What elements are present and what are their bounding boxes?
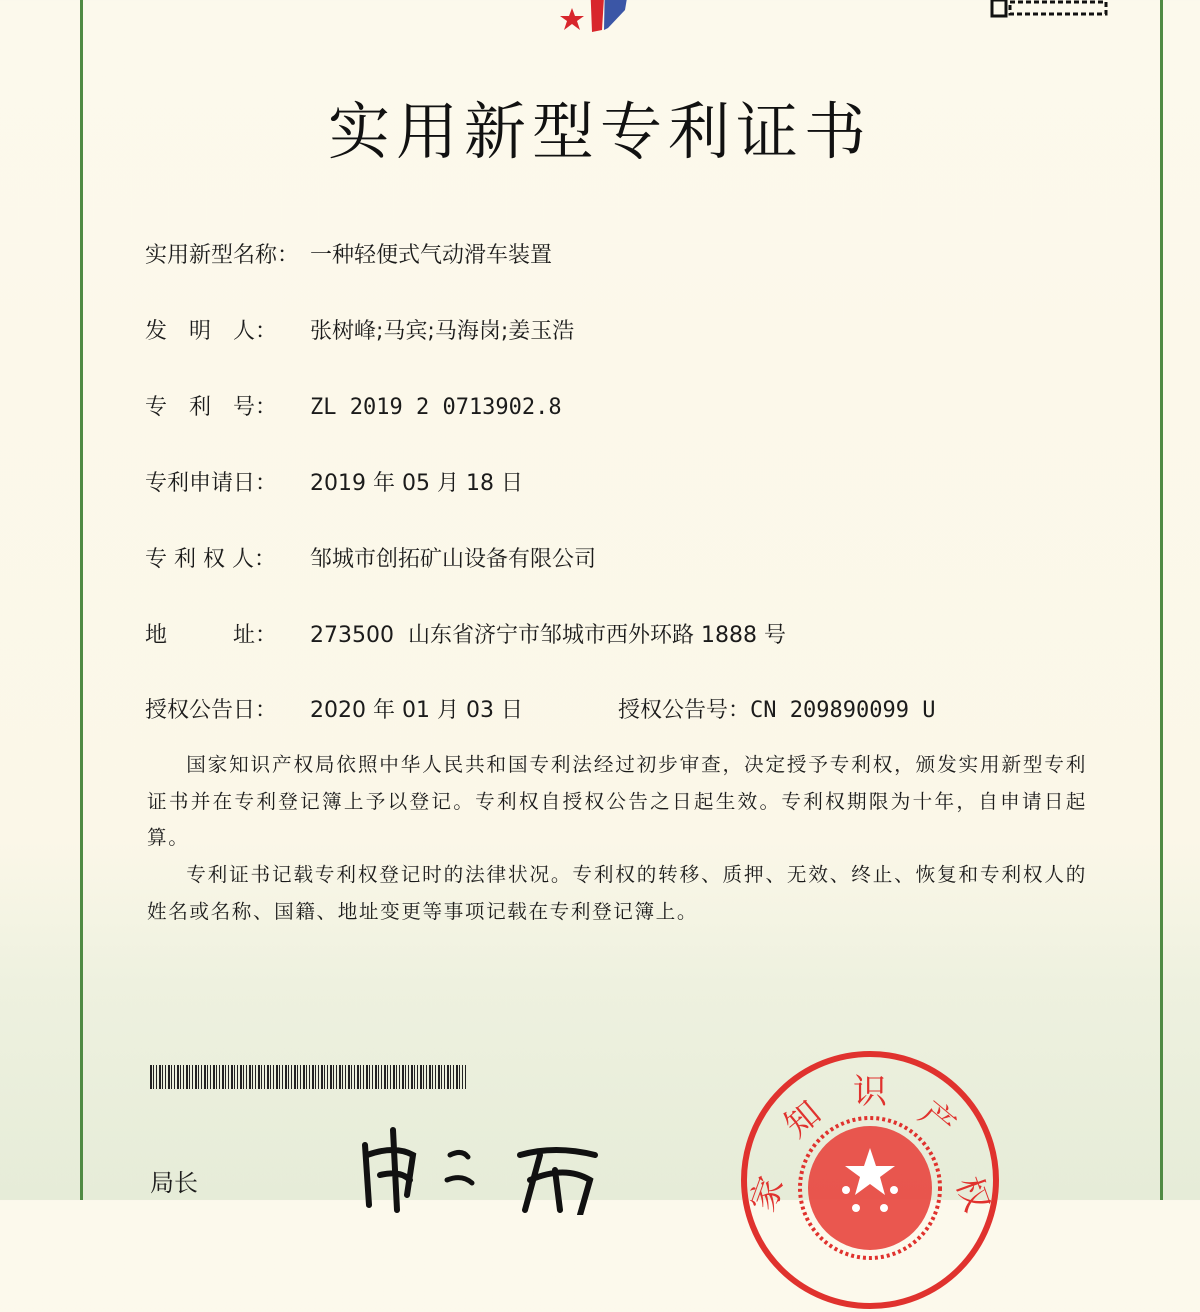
paragraph-grant-statement: 国家知识产权局依照中华人民共和国专利法经过初步审查，决定授予专利权，颁发实用新型专利证书并在专利登记簿上予以登记。专利权自授权公告之日起生效。专利权期限为十年，自申请日起算。 bbox=[147, 753, 1087, 849]
paragraph-legal-status: 专利证书记载专利权登记时的法律状况。专利权的转移、质押、无效、终止、恢复和专利权人的姓名或名称、国籍、地址变更等事项记载在专利登记簿上。 bbox=[147, 863, 1087, 923]
barcode bbox=[150, 1065, 466, 1089]
svg-text:权: 权 bbox=[947, 1171, 997, 1218]
field-patentee bbox=[145, 542, 596, 573]
certificate-title: 实用新型专利证书 bbox=[327, 95, 872, 168]
emblem-logo-icon bbox=[560, 0, 650, 35]
svg-text:家: 家 bbox=[743, 1171, 793, 1218]
field-value: CN 209890099 U bbox=[750, 698, 936, 723]
field-label: 授权公告日： bbox=[145, 698, 278, 723]
svg-text:识: 识 bbox=[853, 1072, 887, 1112]
field-application-date bbox=[145, 466, 523, 497]
field-label: 实用新型名称： bbox=[145, 243, 300, 268]
svg-text:产: 产 bbox=[911, 1093, 963, 1146]
signatory-title: 局长 bbox=[150, 1169, 198, 1197]
field-value: 一种轻便式气动滑车装置 bbox=[310, 243, 553, 268]
field-address bbox=[145, 618, 786, 649]
field-value: 273500 山东省济宁市邹城市西外环路 1888 号 bbox=[310, 623, 786, 648]
border-left bbox=[80, 0, 83, 1200]
border-right bbox=[1160, 0, 1163, 1200]
field-label: 授权公告号： bbox=[618, 698, 751, 723]
field-value: 邹城市创拓矿山设备有限公司 bbox=[310, 547, 597, 572]
field-patent-number bbox=[145, 390, 562, 421]
field-value: 张树峰;马宾;马海岗;姜玉浩 bbox=[310, 319, 575, 344]
official-seal bbox=[738, 1048, 1002, 1312]
field-label: 专 利 权 人： bbox=[145, 547, 276, 572]
field-utility-model-name bbox=[145, 238, 552, 269]
handwritten-signature bbox=[355, 1125, 625, 1215]
field-grant-date bbox=[145, 693, 523, 724]
field-label: 发 明 人： bbox=[145, 319, 278, 344]
field-label: 专 利 号： bbox=[145, 395, 278, 420]
field-value: 2020 年 01 月 03 日 bbox=[310, 698, 523, 723]
field-label: 地 址： bbox=[145, 623, 278, 648]
field-value: ZL 2019 2 0713902.8 bbox=[310, 395, 562, 420]
qr-code-icon bbox=[990, 0, 1110, 18]
field-inventors bbox=[145, 314, 574, 345]
svg-text:知: 知 bbox=[777, 1093, 829, 1146]
field-value: 2019 年 05 月 18 日 bbox=[310, 471, 523, 496]
field-label: 专利申请日： bbox=[145, 471, 278, 496]
field-announcement-number bbox=[618, 693, 935, 724]
